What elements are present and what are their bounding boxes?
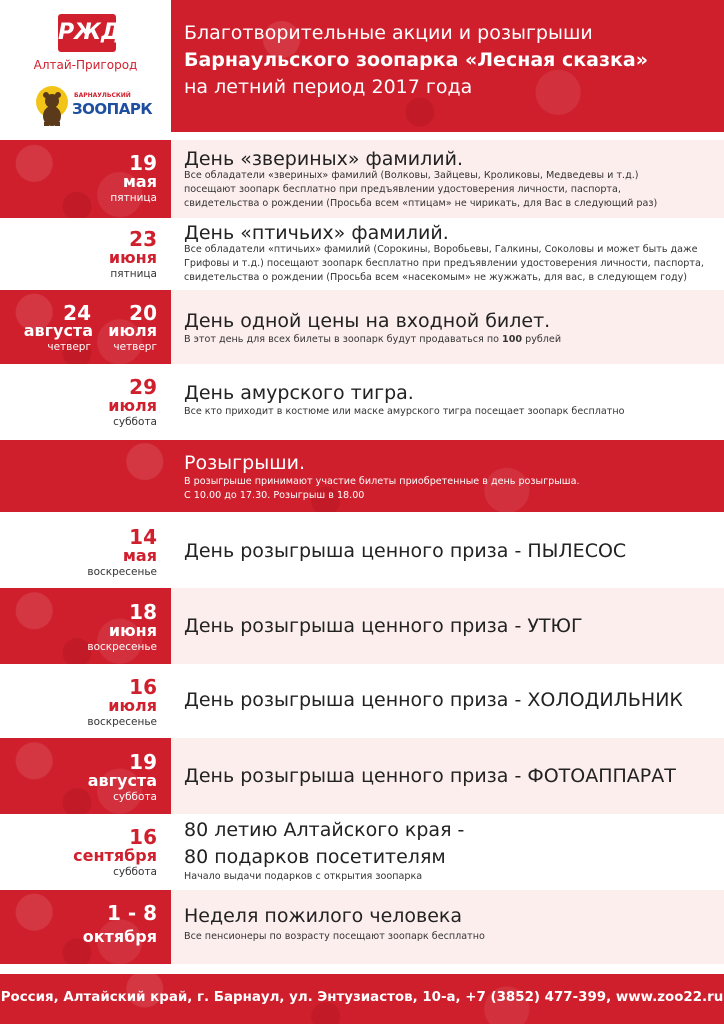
date-month: июня bbox=[108, 248, 157, 267]
date-weekday: четверг bbox=[47, 341, 91, 353]
event-content bbox=[171, 814, 724, 890]
event-description: Начало выдачи подарков с открытия зоопарка bbox=[184, 871, 423, 882]
prize-date bbox=[0, 514, 171, 588]
date-month: июня bbox=[108, 621, 157, 640]
date-weekday: пятница bbox=[110, 268, 157, 280]
price-value: 100 bbox=[502, 334, 523, 345]
date-month: мая bbox=[122, 172, 157, 191]
event-content bbox=[171, 218, 724, 290]
event-title: Неделя пожилого человека bbox=[184, 905, 463, 927]
event-content bbox=[171, 890, 724, 964]
event-row bbox=[0, 364, 724, 438]
prize-row bbox=[0, 588, 724, 664]
prize-content bbox=[171, 738, 724, 814]
event-row bbox=[0, 814, 724, 890]
event-date bbox=[0, 890, 171, 964]
event-description bbox=[184, 169, 714, 211]
date-day: 29 bbox=[129, 375, 157, 399]
event-row bbox=[0, 290, 724, 364]
prize-title: День розыгрыша ценного приза - ПЫЛЕСОС bbox=[184, 540, 627, 562]
rzd-logo-icon[interactable]: РЖД bbox=[58, 14, 116, 52]
event-description: Все пенсионеры по возрасту посещают зоопарк бесплатно bbox=[184, 931, 485, 942]
date-weekday: воскресенье bbox=[87, 716, 157, 728]
event-date bbox=[0, 364, 171, 438]
date-day: 19 bbox=[129, 750, 157, 774]
raffle-description bbox=[184, 475, 714, 503]
desc-line: Все обладатели «птичьих» фамилий (Сорокины, Воробьевы, Галкины, Соколовы и может быть даже bbox=[184, 244, 698, 255]
prize-content bbox=[171, 664, 724, 738]
date-month: мая bbox=[122, 546, 157, 565]
date-month: сентября bbox=[73, 846, 157, 865]
desc-line: свидетельства о рождении (Просьба всем «птицам» не чирикать, для Вас в следующий раз) bbox=[184, 198, 658, 209]
prize-row bbox=[0, 514, 724, 588]
desc-text: В этот день для всех билеты в зоопарк будут продаваться по bbox=[184, 334, 503, 345]
prize-title: День розыгрыша ценного приза - ХОЛОДИЛЬНИК bbox=[184, 689, 683, 711]
event-content bbox=[171, 364, 724, 438]
title-line-1: Благотворительные акции и розыгрыши bbox=[184, 22, 593, 44]
date-day: 19 bbox=[129, 151, 157, 175]
raffle-content bbox=[171, 440, 724, 512]
bear-icon bbox=[36, 86, 68, 126]
footer-contacts: Россия, Алтайский край, г. Барнаул, ул. Энтузиастов, 10-а, +7 (3852) 477-399, www.zoo22.ru bbox=[0, 990, 724, 1005]
event-description bbox=[184, 333, 714, 347]
zoo-logo-small-text: БАРНАУЛЬСКИЙ bbox=[74, 92, 131, 99]
event-content bbox=[171, 140, 724, 218]
event-row bbox=[0, 890, 724, 964]
footer bbox=[0, 974, 724, 1024]
event-content bbox=[171, 290, 724, 364]
prize-date bbox=[0, 588, 171, 664]
header bbox=[0, 0, 724, 132]
date-weekday: суббота bbox=[113, 866, 157, 878]
date-weekday: пятница bbox=[110, 192, 157, 204]
page-title bbox=[184, 20, 648, 101]
date-weekday: воскресенье bbox=[87, 566, 157, 578]
desc-line: Все обладатели «звериных» фамилий (Волковы, Зайцевы, Кроликовы, Медведевы и т.д.) bbox=[184, 170, 639, 181]
event-title: День «звериных» фамилий. bbox=[184, 148, 463, 170]
raffle-title: Розыгрыши. bbox=[184, 452, 306, 474]
event-description bbox=[184, 243, 714, 285]
date-month: июля bbox=[108, 396, 157, 415]
desc-line: Все кто приходит в костюме или маске амурского тигра посещает зоопарк бесплатно bbox=[184, 406, 625, 417]
event-date bbox=[0, 290, 171, 364]
event-description bbox=[184, 405, 714, 419]
date-day: 14 bbox=[129, 525, 157, 549]
event-row bbox=[0, 140, 724, 218]
event-title: День «птичьих» фамилий. bbox=[184, 222, 449, 244]
prize-row bbox=[0, 664, 724, 738]
raffle-banner bbox=[0, 440, 724, 512]
date-day: 23 bbox=[129, 227, 157, 251]
date-month: октября bbox=[82, 927, 157, 946]
title-line-3: на летний период 2017 года bbox=[184, 76, 473, 98]
event-date bbox=[0, 814, 171, 890]
event-title: 80 летию Алтайского края - bbox=[184, 819, 465, 841]
event-date bbox=[0, 218, 171, 290]
prize-row bbox=[0, 738, 724, 814]
date-day: 16 bbox=[129, 675, 157, 699]
event-row bbox=[0, 218, 724, 290]
date-weekday: суббота bbox=[113, 791, 157, 803]
prize-content bbox=[171, 514, 724, 588]
prize-date bbox=[0, 664, 171, 738]
date-month: августа bbox=[23, 321, 93, 340]
date-month: июля bbox=[108, 696, 157, 715]
date-day-2: 20 bbox=[129, 301, 157, 325]
prize-title: День розыгрыша ценного приза - ФОТОАППАРАТ bbox=[184, 765, 676, 787]
date-range: 1 - 8 bbox=[106, 901, 157, 925]
date-weekday-2: четверг bbox=[113, 341, 157, 353]
prize-date bbox=[0, 738, 171, 814]
event-title: День одной цены на входной билет. bbox=[184, 310, 551, 332]
desc-line: С 10.00 до 17.30. Розыгрыш в 18.00 bbox=[184, 490, 365, 501]
title-line-2: Барнаульского зоопарка «Лесная сказка» bbox=[184, 49, 648, 71]
desc-line: В розыгрыше принимают участие билеты приобретенные в день розыгрыша. bbox=[184, 476, 580, 487]
desc-line: свидетельства о рождении (Просьба всем «насекомым» не жужжать, для вас, в следующем году) bbox=[184, 272, 688, 283]
date-day: 18 bbox=[129, 600, 157, 624]
event-title-2: 80 подарков посетителям bbox=[184, 846, 446, 868]
date-month-2: июля bbox=[108, 321, 157, 340]
desc-line: Грифовы и т.д.) посещают зоопарк бесплатно при предъявлении удостоверения личности, паспорта, bbox=[184, 258, 704, 269]
event-title: День амурского тигра. bbox=[184, 382, 414, 404]
prize-content bbox=[171, 588, 724, 664]
desc-line: посещают зоопарк бесплатно при предъявлении удостоверения личности, паспорта, bbox=[184, 184, 621, 195]
logo-area bbox=[0, 0, 171, 132]
prize-title: День розыгрыша ценного приза - УТЮГ bbox=[184, 615, 583, 637]
date-month: августа bbox=[87, 771, 157, 790]
desc-text: рублей bbox=[522, 334, 562, 345]
date-day: 16 bbox=[129, 825, 157, 849]
event-date bbox=[0, 140, 171, 218]
zoo-logo-text[interactable]: ЗООПАРК bbox=[72, 100, 153, 118]
date-weekday: суббота bbox=[113, 416, 157, 428]
date-weekday: воскресенье bbox=[87, 641, 157, 653]
rzd-name: Алтай-Пригород bbox=[33, 58, 138, 72]
date-day: 24 bbox=[63, 301, 91, 325]
